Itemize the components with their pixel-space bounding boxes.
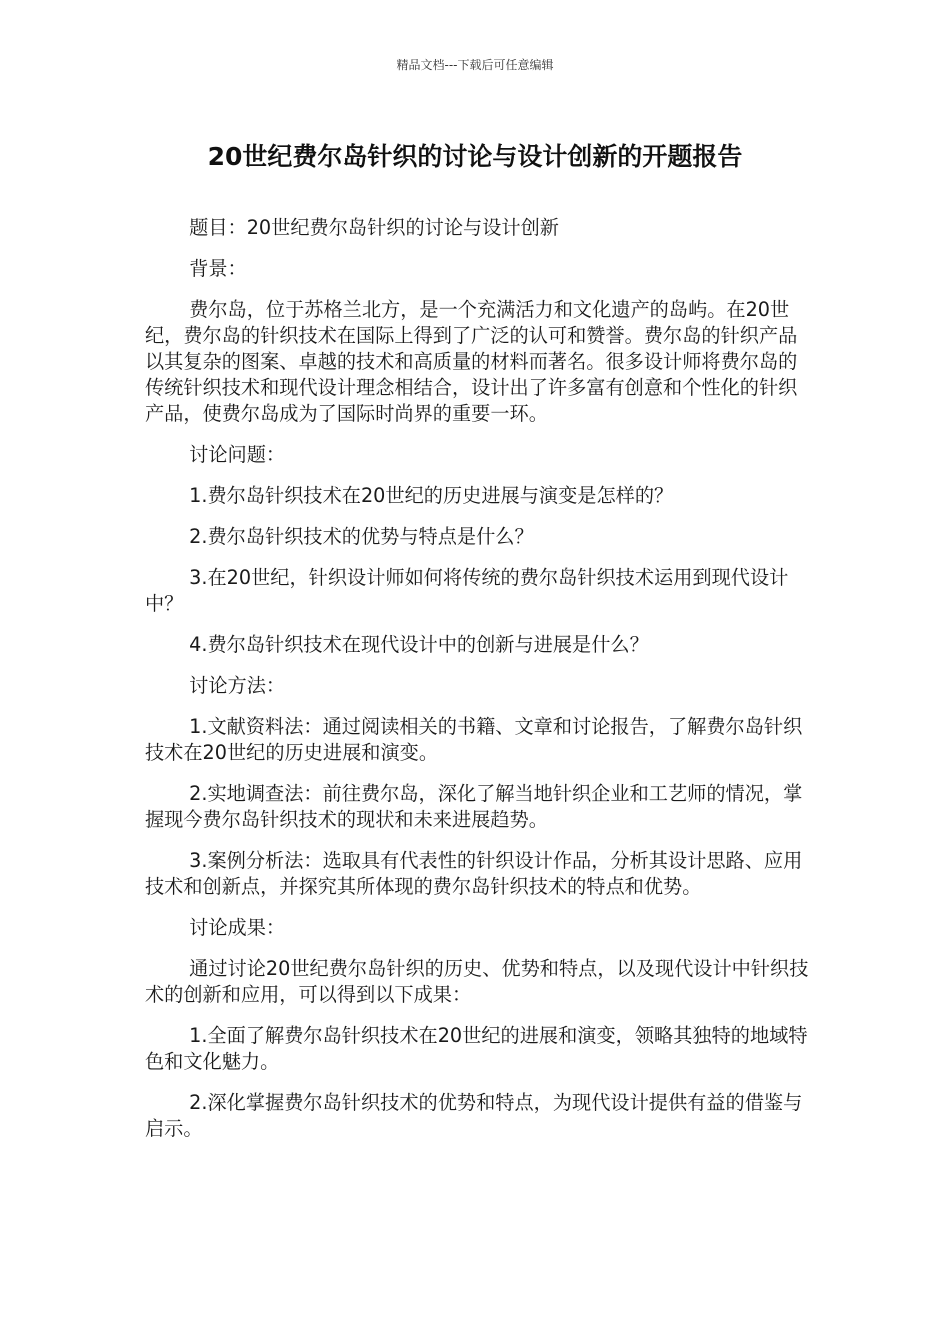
question-item: 3.在20世纪，针织设计师如何将传统的费尔岛针织技术运用到现代设计中？ — [145, 566, 789, 615]
document-title: 20世纪费尔岛针织的讨论与设计创新的开题报告 — [207, 142, 743, 171]
question-item: 1.费尔岛针织技术在20世纪的历史进展与演变是怎样的？ — [189, 484, 674, 507]
method-item: 2.实地调查法：前往费尔岛，深化了解当地针织企业和工艺师的情况，掌握现今费尔岛针织技术的现状和未来进展趋势。 — [145, 782, 803, 831]
question-item: 2.费尔岛针织技术的优势与特点是什么？ — [189, 525, 534, 548]
document-body — [145, 215, 810, 1157]
method-item: 1.文献资料法：通过阅读相关的书籍、文章和讨论报告，了解费尔岛针织技术在20世纪的历史进展和演变。 — [145, 715, 803, 764]
topic-line: 题目：20世纪费尔岛针织的讨论与设计创新 — [189, 216, 559, 239]
question-item: 4.费尔岛针织技术在现代设计中的创新与进展是什么？ — [189, 633, 649, 656]
background-paragraph: 费尔岛，位于苏格兰北方，是一个充满活力和文化遗产的岛屿。在20世纪，费尔岛的针织技术在国际上得到了广泛的认可和赞誉。费尔岛的针织产品以其复杂的图案、卓越的技术和高质量的材料而著名。很多设计师将费尔岛的传统针织技术和现代设计理念相结合，设计出了许多富有创意和个性化的针织产品，使费尔岛成为了国际时尚界的重要一环。 — [145, 298, 798, 425]
section-heading-background: 背景： — [189, 257, 247, 280]
section-heading-methods: 讨论方法： — [189, 674, 286, 697]
method-item: 3.案例分析法：选取具有代表性的针织设计作品，分析其设计思路、应用技术和创新点，并探究其所体现的费尔岛针织技术的特点和优势。 — [145, 849, 803, 898]
section-heading-results: 讨论成果： — [189, 916, 286, 939]
page-header: 精品文档---下载后可任意编辑 — [396, 58, 554, 72]
results-intro-paragraph: 通过讨论20世纪费尔岛针织的历史、优势和特点，以及现代设计中针织技术的创新和应用，可以得到以下成果： — [145, 957, 809, 1006]
result-item: 2.深化掌握费尔岛针织技术的优势和特点，为现代设计提供有益的借鉴与启示。 — [145, 1091, 803, 1140]
result-item: 1.全面了解费尔岛针织技术在20世纪的进展和演变，领略其独特的地域特色和文化魅力。 — [145, 1024, 808, 1073]
section-heading-questions: 讨论问题： — [189, 443, 286, 466]
